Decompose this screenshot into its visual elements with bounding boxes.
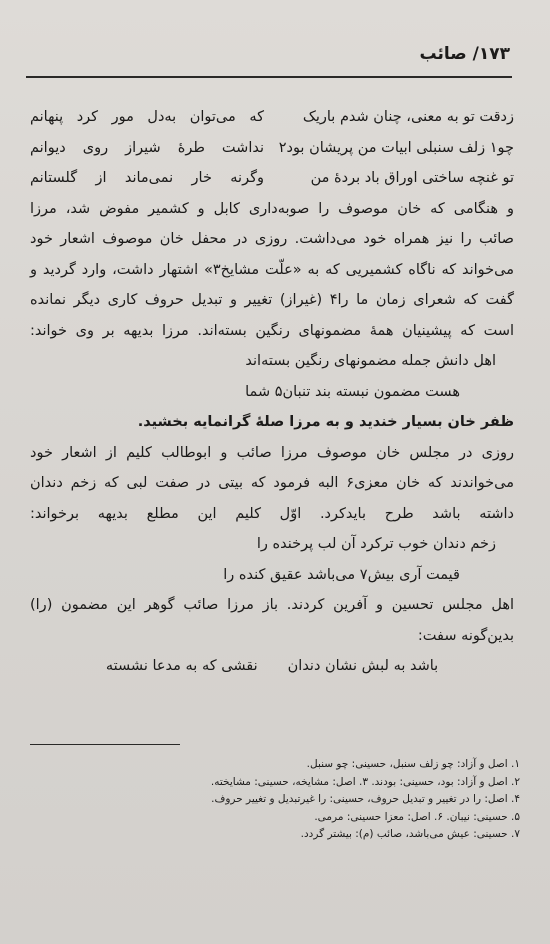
- verse-line: قیمت آری بیش۷ می‌باشد عقیق کنده را: [223, 566, 460, 583]
- footnote-rule: [30, 744, 180, 745]
- hemistich-right: باشد به لبش نشان دندان: [287, 658, 439, 674]
- poem-couplet: [30, 163, 514, 194]
- prose-line: صائب را نیز همراه خود می‌داشت. روزی در محفل خان موصوف اشعار خود: [30, 231, 514, 247]
- footnote: ۲. اصل و آزاد: بود، حسینی: بودند. ۳. اصل: مشایخه، حسینی: مشایخته.: [210, 775, 520, 788]
- running-head: ۱۷۳/ صائب: [419, 44, 510, 64]
- prose-line: می‌خواند که ناگاه کشمیریی که به «علّت مشایخ۳» اشتهار داشت، وارد گردید و: [30, 261, 514, 278]
- poem-couplet: [30, 651, 514, 682]
- footnote: ۱. اصل و آزاد: چو زلف سنبل، حسینی: چو سنبل.: [306, 758, 520, 770]
- hemistich-left: نقشی که به مدعا نشسته: [105, 658, 258, 674]
- prose-line: و هنگامی که خان موصوف را صوبه‌داری کابل و کشمیر مفوض شد، مرزا: [30, 200, 514, 217]
- footnote: ۵. حسینی: نیبان. ۶. اصل: معزا حسینی: مرمی.: [314, 810, 520, 823]
- prose-line: داشته باشد طرح بایدکرد. اوّل کلیم این مطلع بدیهه برخواند:: [30, 505, 514, 522]
- header-rule: [26, 76, 512, 78]
- footnote: ۴. اصل: را در تغییر و تبدیل حروف، حسینی: را غیرتبدیل و تغییر حروف.: [211, 793, 520, 805]
- hemistich-left: وگرنه خار نمی‌ماند از گلستانم: [30, 170, 264, 186]
- prose-line: می‌خواندند که خان معزی۶ البه فرمود که بیتی در صفت لبی که زخم دندان: [30, 475, 514, 491]
- prose-line: ظفر خان بسیار خندید و به مرزا صلهٔ گرانمایه بخشید.: [137, 414, 514, 430]
- verse-line: هست مضمون نبسته بند تنبان۵ شما: [245, 383, 460, 400]
- verse-line: اهل دانش جمله مضمونهای رنگین بسته‌اند: [245, 353, 496, 369]
- hemistich-left: نداشت طرهٔ شیراز روی دیوانم: [30, 139, 264, 156]
- prose-line: اهل مجلس تحسین و آفرین کردند. باز مرزا صائب گوهر این مضمون (را): [30, 597, 514, 613]
- verse-line: زخم دندان خوب ترکرد آن لب پرخنده را: [256, 536, 496, 552]
- prose-line: گفت که شعرای زمان ما را۴ (غیراز) تغییر و تبدیل حروف کاری دیگر نمانده: [30, 292, 514, 308]
- footnotes: [150, 756, 520, 844]
- footnote: ۷. حسینی: عیش می‌باشد، صائب (م): بیشتر گردد.: [300, 828, 520, 840]
- poem-couplet: [30, 133, 514, 164]
- hemistich-right: زدقت تو به معنی، چنان شدم باریک: [302, 109, 514, 125]
- hemistich-right: چو۱ زلف سنبلی ابیات من پریشان بود۲: [278, 139, 514, 156]
- hemistich-right: تو غنچه ساختی اوراق باد بردهٔ من: [310, 170, 514, 186]
- poem-couplet: [30, 102, 514, 133]
- page-body: [30, 102, 514, 682]
- prose-line: بدین‌گونه سفت:: [417, 627, 514, 644]
- prose-line: روزی در مجلس خان موصوف مرزا صائب و ابوطالب کلیم از اشعار خود: [30, 444, 514, 461]
- hemistich-left: که می‌توان به‌دل مور کرد پنهانم: [30, 109, 264, 125]
- prose-line: است که پیشینیان همهٔ مضمونهای رنگین بسته‌اند. مرزا بدیهه بر وی خواند:: [30, 322, 514, 339]
